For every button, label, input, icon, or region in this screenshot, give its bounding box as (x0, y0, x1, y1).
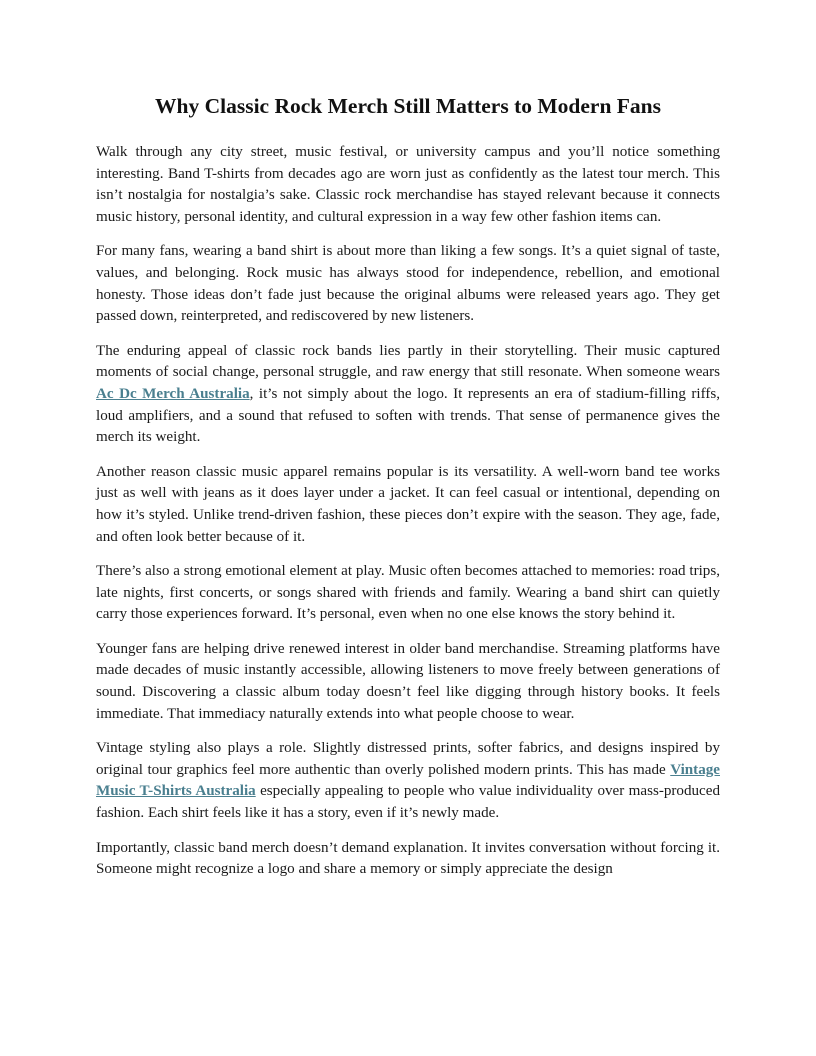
paragraph: There’s also a strong emotional element at play. Music often becomes attached to memories: road trips, late nights, first concerts, or songs shared with friends and family. Wearing a band shirt can quietly carry those experiences forward. It’s personal, even when no one else knows the story behind it. (96, 563, 720, 623)
paragraph-text: The enduring appeal of classic rock bands lies partly in their storytelling. Their music captured moments of social change, personal struggle, and raw energy that still resonate. When someone wears (96, 342, 720, 381)
paragraph: Walk through any city street, music festival, or university campus and you’ll notice something interesting. Band T-shirts from decades ago are worn just as confidently as the latest tour merch. This isn’t nostalgia for nostalgia’s sake. Classic rock merchandise has stayed relevant because it connects music history, personal identity, and cultural expression in a way few other fashion items can. (96, 144, 720, 225)
paragraph-text: especially appealing to people who value individuality over mass-produced fashion. Each shirt feels like it has a story, even if it’s newly made. (96, 783, 721, 822)
paragraph-text: Vintage styling also plays a role. Slightly distressed prints, softer fabrics, and designs inspired by original tour graphics feel more authentic than overly polished modern prints. This has made (96, 740, 720, 778)
paragraph-with-link (96, 738, 720, 824)
document-page (96, 92, 720, 894)
ac-dc-merch-australia-link[interactable]: Ac Dc Merch Australia (96, 385, 250, 402)
page-title: Why Classic Rock Merch Still Matters to Modern Fans (155, 94, 661, 118)
paragraph: Importantly, classic band merch doesn’t demand explanation. It invites conversation without forcing it. Someone might recognize a logo and share a memory or simply appreciate the design (96, 839, 720, 878)
paragraph-text: , it’s not simply about the logo. It represents an era of stadium-filling riffs, loud amplifiers, and a sound that refused to soften with trends. That sense of permanence gives the merch its weight. (96, 385, 721, 446)
paragraph-with-link (96, 341, 720, 449)
paragraph: Another reason classic music apparel remains popular is its versatility. A well-worn band tee works just as well with jeans as it does layer under a jacket. It can feel casual or intentional, depending on how it’s styled. Unlike trend-driven fashion, these pieces don’t expire with the season. They age, fade, and often look better because of it. (96, 463, 720, 545)
vintage-music-t-shirts-australia-link[interactable]: Vintage Music T-Shirts Australia (96, 761, 720, 800)
paragraph: For many fans, wearing a band shirt is about more than liking a few songs. It’s a quiet signal of taste, values, and belonging. Rock music has always stood for independence, rebellion, and emotional honesty. Those ideas don’t fade just because the original albums were released years ago. They get passed down, reinterpreted, and rediscovered by new listeners. (96, 243, 720, 325)
paragraph: Younger fans are helping drive renewed interest in older band merchandise. Streaming platforms have made decades of music instantly accessible, allowing listeners to move freely between generations of sound. Discovering a classic album today doesn’t feel like digging through history books. It feels immediate. That immediacy naturally extends into what people choose to wear. (96, 640, 720, 722)
